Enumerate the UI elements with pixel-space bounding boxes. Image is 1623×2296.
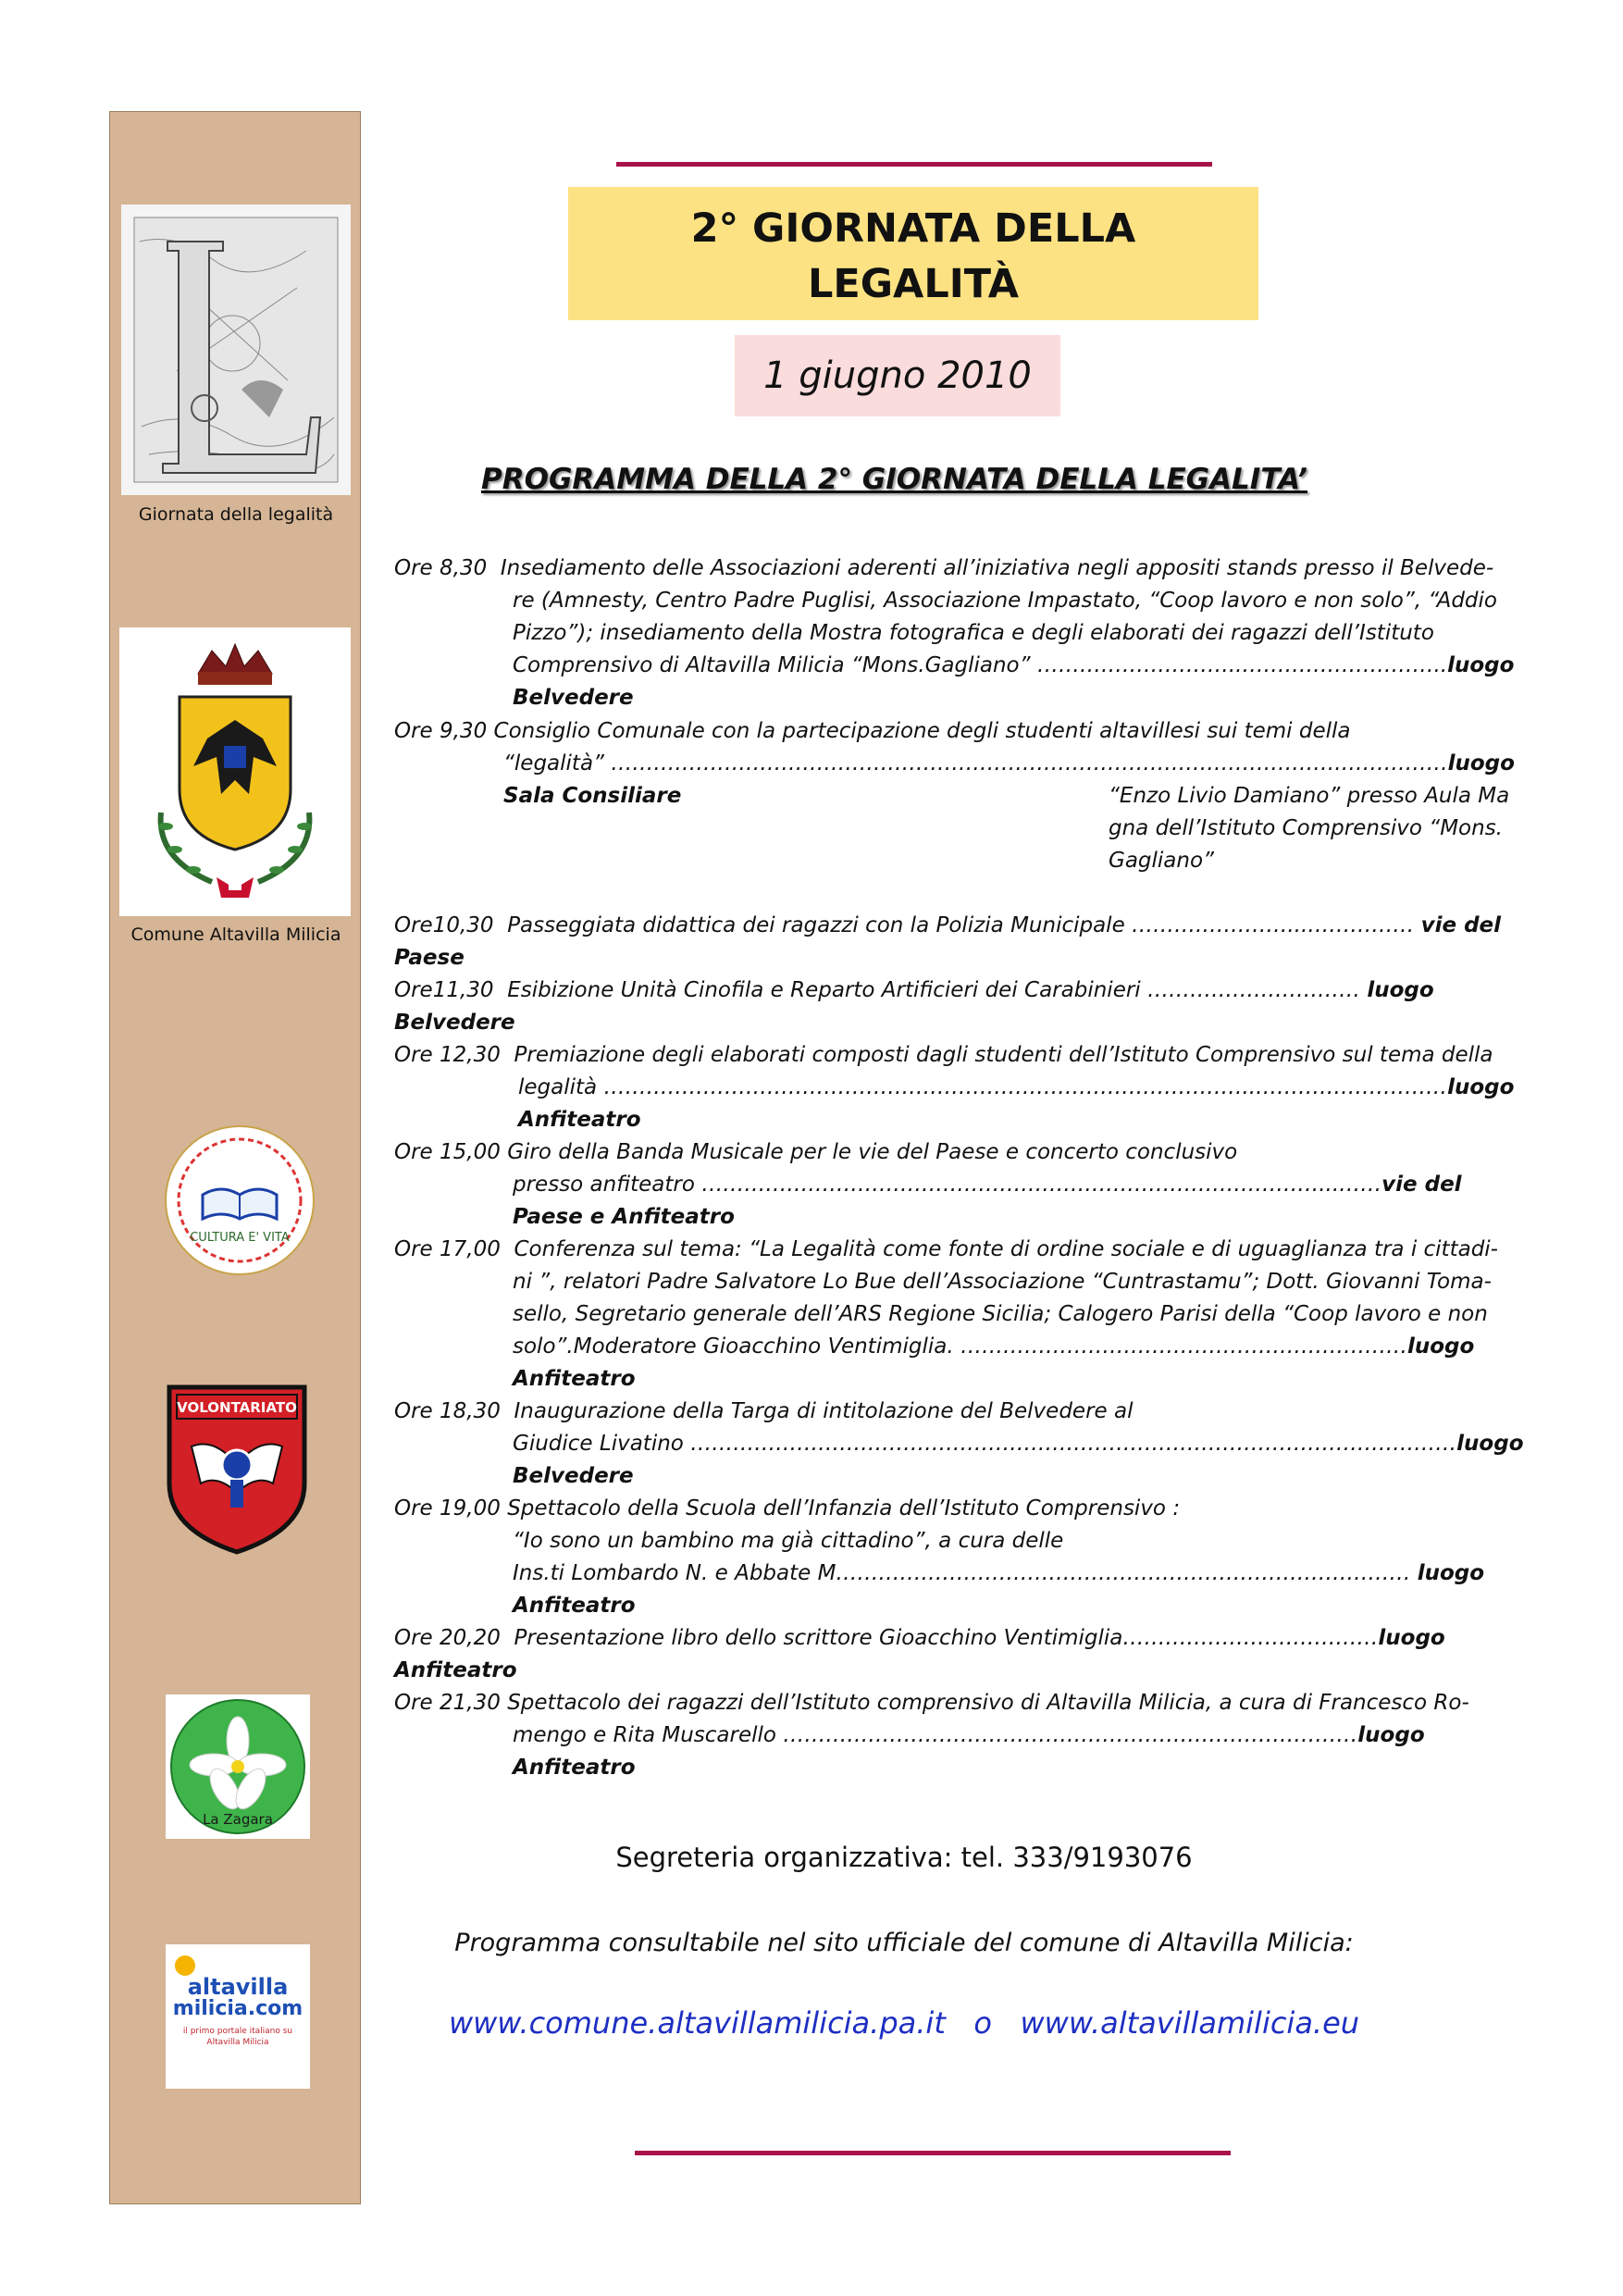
event-place: vie del Paese [394,913,1502,970]
event-text-cont: sello, Segretario generale dell’ARS Regione Sicilia; Calogero Parisi della “Coop lavoro e non [513,1302,1488,1326]
event-text: Presentazione libro dello scrittore Gioacchino Ventimiglia……………………………… [514,1626,1379,1650]
top-rule [616,162,1212,167]
svg-text:La Zagara: La Zagara [203,1811,273,1828]
comune-website-link[interactable]: www.comune.altavillamilicia.pa.it [448,2005,946,2041]
event-item [394,1622,1525,1687]
event-date: 1 giugno 2010 [735,335,1060,416]
event-time: Ore 21,30 [394,1691,501,1715]
event-place: luogo Anfiteatro [518,1075,1515,1132]
event-item [394,1136,1525,1234]
event-place: luogo Belvedere [513,653,1515,710]
event-text: Esibizione Unità Cinofila e Reparto Artificieri dei Carabinieri ………………………… [507,978,1368,1002]
event-text-cont: mengo e Rita Muscarello ……………………………………………………………………… [513,1723,1358,1747]
event-extra-note [1109,780,1516,877]
event-place: luogo Belvedere [394,978,1434,1035]
svg-text:VOLONTARIATO: VOLONTARIATO [177,1399,297,1416]
event-text-cont: ni ”, relatori Padre Salvatore Lo Bue dell’Associazione “Cuntrastamu”; Dott. Giovanni Toma- [513,1270,1492,1294]
event-item [394,910,1525,974]
event-text-cont: presso anfiteatro ……………………………………………………………………………...…… [513,1173,1382,1197]
event-item [394,1687,1525,1784]
event-place: vie del Paese e Anfiteatro [513,1173,1462,1229]
event-item [394,1396,1525,1493]
link-separator: o [973,2005,992,2041]
event-time: Ore 12,30 [394,1043,501,1067]
event-text-cont: Ins.ti Lombardo N. e Abbate M……………………………………………………………………… [513,1561,1418,1585]
event-text-cont: Giudice Livatino ……………………………………………………………………………………………… [513,1432,1457,1456]
event-text: Insediamento delle Associazioni aderenti all’iniziativa negli appositi stands presso il Belvede- [500,556,1494,580]
event-text: Conferenza sul tema: “La Legalità come fonte di ordine sociale e di uguaglianza tra i cittadi- [514,1237,1498,1261]
event-text-cont: legalità ………………………………………………………………………………..……………………… [518,1075,1448,1099]
title-line-2: LEGALITÀ [807,261,1020,307]
event-text-cont: Comprensivo di Altavilla Milicia “Mons.Gagliano” ………………………..……………………….. [513,653,1448,677]
event-item [394,1039,1525,1136]
event-place: luogo Anfiteatro [513,1561,1485,1618]
event-place: luogo Sala Consiliare [503,751,1515,808]
event-extra-line: Gagliano” [1109,849,1214,873]
program-title: PROGRAMMA DELLA 2° GIORNATA DELLA LEGALITA’ [481,463,1308,496]
comune-coat-of-arms-image [119,627,351,916]
legalita-emblem-image [121,205,351,495]
svg-text:CULTURA E' VITA: CULTURA E' VITA [190,1231,290,1245]
event-place: luogo Anfiteatro [513,1723,1425,1780]
event-time: Ore 9,30 [394,719,488,743]
programma-note-text: Programma consultabile nel sito ufficiale del comune di Altavilla Milicia: [454,1929,1354,1957]
sidebar [109,111,361,2204]
event-text-cont: re (Amnesty, Centro Padre Puglisi, Associazione Impastato, “Coop lavoro e non solo”, “Addio [513,589,1497,613]
event-text-cont: Pizzo”); insediamento della Mostra fotografica e degli elaborati dei ragazzi dell’Istituto [513,621,1434,645]
event-item [394,1234,1525,1396]
la-zagara-logo [166,1694,310,1839]
event-time: Ore 17,00 [394,1237,501,1261]
event-text-cont: solo”.Moderatore Gioacchino Ventimiglia. ……………………………………………………… [513,1334,1407,1359]
event-text: Spettacolo della Scuola dell’Infanzia dell’Istituto Comprensivo : [507,1496,1181,1520]
event-item [394,1493,1525,1622]
event-text: Spettacolo dei ragazzi dell’Istituto comprensivo di Altavilla Milicia, a cura di Francesco Ro- [507,1691,1469,1715]
bottom-rule [635,2151,1231,2155]
sun-icon [175,1955,195,1976]
caption-comune: Comune Altavilla Milicia [130,925,341,945]
portal-logo-line1: altavilla [187,1974,289,2000]
event-text: Inaugurazione della Targa di intitolazione del Belvedere al [514,1399,1134,1423]
event-time: Ore 15,00 [394,1140,501,1164]
event-text: Premiazione degli elaborati composti dagli studenti dell’Istituto Comprensivo sul tema della [514,1043,1493,1067]
event-text: Giro della Banda Musicale per le vie del Paese e concerto conclusivo [507,1140,1238,1164]
event-time: Ore 8,30 [394,556,488,580]
title-line-1: 2° GIORNATA DELLA [690,205,1136,252]
event-time: Ore11,30 [394,978,494,1002]
volontariato-shield-logo [164,1382,310,1556]
portal-logo-line2: milicia.com [172,1997,304,2020]
event-time: Ore 18,30 [394,1399,501,1423]
event-extra-line: “Enzo Livio Damiano” presso Aula Ma [1109,784,1510,808]
portal-logo-line3: il primo portale italiano su Altavilla Milicia [182,2027,293,2047]
event-text-cont: “Io sono un bambino ma già cittadino”, a cura delle [513,1529,1064,1553]
segreteria-contact: Segreteria organizzativa: tel. 333/9193076 [615,1842,1193,1873]
event-place: luogo Anfiteatro [513,1334,1475,1391]
event-item [394,552,1525,714]
website-links [0,2005,1623,2041]
altavilla-website-link[interactable]: www.altavillamilicia.eu [1020,2005,1360,2041]
programma-note [0,1929,1623,1957]
title-box [568,187,1258,320]
event-place: luogo Belvedere [513,1432,1524,1488]
event-text: Consiglio Comunale con la partecipazione degli studenti altavillesi sui temi della [493,719,1351,743]
event-place: luogo Anfiteatro [394,1626,1445,1682]
event-text-cont: “legalità” ………………………………………………………………………………………….…………… [503,751,1448,776]
event-time: Ore10,30 [394,913,494,937]
event-extra-line: gna dell’Istituto Comprensivo “Mons. [1109,816,1503,840]
cultura-e-vita-logo [162,1123,317,1278]
event-time: Ore 19,00 [394,1496,501,1520]
event-item [394,974,1525,1039]
caption-giornata: Giornata della legalità [138,504,334,525]
event-time: Ore 20,20 [394,1626,501,1650]
event-text: Passeggiata didattica dei ragazzi con la Polizia Municipale ……….…………...…………… [507,913,1421,937]
